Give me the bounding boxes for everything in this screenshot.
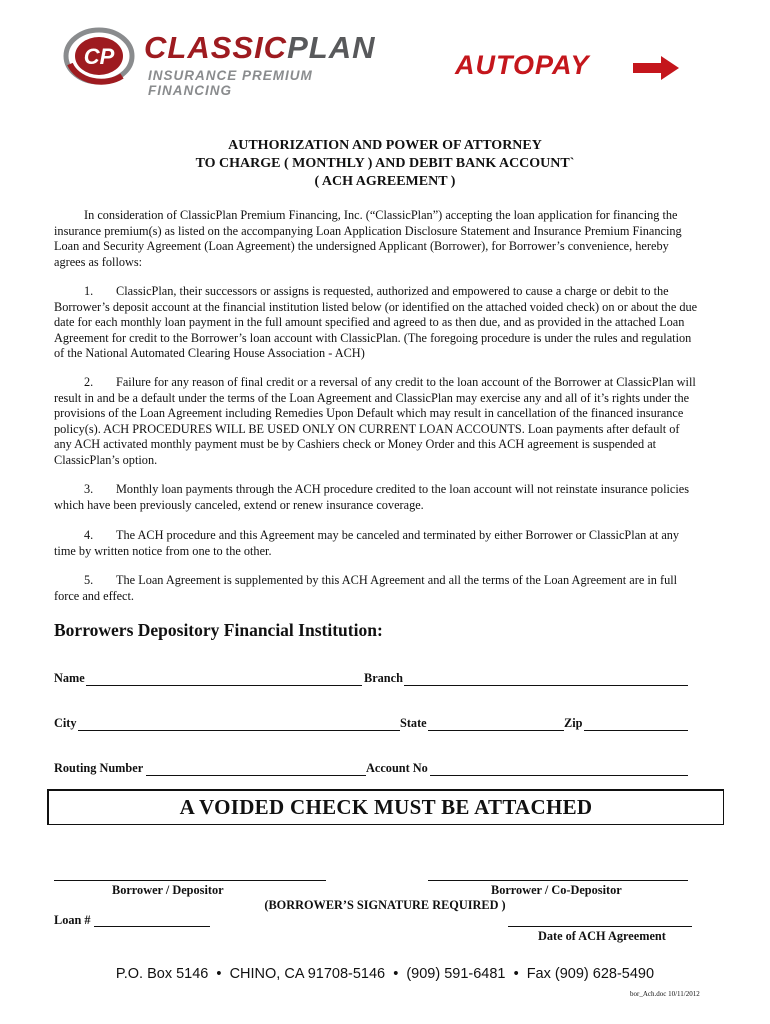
borrower-signature-line[interactable] bbox=[54, 880, 326, 881]
emblem-letters: CP bbox=[83, 44, 115, 69]
clause-2 bbox=[54, 375, 714, 468]
arrow-right-icon bbox=[633, 56, 679, 80]
name-label: Name bbox=[54, 671, 85, 685]
bullet-icon: • bbox=[513, 966, 519, 982]
intro-paragraph bbox=[54, 208, 714, 270]
title-line-1: AUTHORIZATION AND POWER OF ATTORNEY bbox=[228, 138, 542, 153]
brand-tagline: INSURANCE PREMIUM FINANCING bbox=[148, 68, 313, 98]
clause-line: The ACH procedure and this Agreement may be canceled and terminated by either Borrower or ClassicPlan at any bbox=[116, 528, 680, 542]
footer-phone: (909) 591-6481 bbox=[406, 966, 506, 982]
city-label: City bbox=[54, 716, 77, 730]
clause-line: The Loan Agreement is supplemented by this ACH Agreement and all the terms of the Loan Agreement are in full bbox=[116, 573, 678, 587]
intro-line: agrees as follows: bbox=[54, 254, 143, 269]
bank-section-heading: Borrowers Depository Financial Institution: bbox=[54, 620, 383, 640]
co-borrower-label: Borrower / Co-Depositor bbox=[491, 883, 622, 897]
routing-label: Routing Number bbox=[54, 761, 144, 775]
clause-4 bbox=[54, 528, 714, 559]
city-field[interactable] bbox=[78, 730, 400, 731]
clause-line: result in and be a default under the terms of the Loan Agreement and ClassicPlan may exercise any and all of it’s rights under the bbox=[54, 390, 690, 405]
autopay-label: AUTOPAY bbox=[455, 50, 590, 80]
loan-number-field[interactable] bbox=[94, 926, 210, 927]
classicplan-logo bbox=[60, 24, 380, 98]
clause-line: provisions of the Loan Agreement including Remedies Upon Default which may result in cancellation of the financed insurance bbox=[54, 406, 684, 420]
footer-po-box: P.O. Box 5146 bbox=[115, 966, 209, 982]
clause-number: 5. bbox=[84, 573, 94, 587]
footer-address bbox=[0, 966, 770, 982]
clause-line: Failure for any reason of final credit or a reversal of any credit to the loan account of the Borrower at ClassicPlan will bbox=[116, 375, 696, 389]
clause-5 bbox=[54, 573, 714, 604]
clause-line: Agreement for credit to the Borrower’s loan account with ClassicPlan. (The foregoing procedure is under the rules and regulation bbox=[54, 330, 692, 345]
footer-fax: Fax (909) 628-5490 bbox=[526, 966, 655, 982]
routing-account-row bbox=[54, 761, 694, 781]
cp-emblem-icon bbox=[60, 24, 138, 88]
clause-line: ClassicPlan’s option. bbox=[54, 452, 158, 467]
state-field[interactable] bbox=[428, 730, 564, 731]
clause-line: of the National Automated Clearing House Association - ACH) bbox=[54, 346, 365, 360]
autopay-logo bbox=[455, 50, 685, 90]
intro-line: In consideration of ClassicPlan Premium Financing, Inc. (“ClassicPlan”) accepting the loan application for financing the bbox=[84, 208, 678, 222]
clause-line: ClassicPlan, their successors or assigns is requested, authorized and empowered to cause a charge or debit to the bbox=[116, 284, 669, 298]
clause-line: date for each monthly loan payment in the full amount specified and agreed to as then due, and as provided in the attached Loan bbox=[54, 315, 685, 329]
state-label: State bbox=[400, 716, 427, 730]
clause-line: Monthly loan payments through the ACH procedure credited to the loan account will not reinstate insurance policies bbox=[116, 482, 690, 496]
brand-name bbox=[144, 30, 375, 66]
bullet-icon: • bbox=[216, 966, 222, 982]
date-signature-line[interactable] bbox=[508, 926, 692, 927]
zip-field[interactable] bbox=[584, 730, 688, 731]
intro-line: insurance premium(s) as listed on the accompanying Loan Application Disclosure Statement and Insurance Premium Financing bbox=[54, 223, 682, 238]
clause-number: 2. bbox=[84, 375, 94, 389]
zip-label: Zip bbox=[564, 716, 583, 730]
name-branch-row bbox=[54, 671, 694, 691]
clause-number: 1. bbox=[84, 284, 94, 298]
city-state-zip-row bbox=[54, 716, 694, 736]
brand-prefix: CLASSIC bbox=[144, 30, 288, 65]
clause-3 bbox=[54, 482, 714, 513]
intro-line: Loan and Security Agreement (Loan Agreement) the undersigned Applicant (Borrower), for Borrower’s convenience, hereby bbox=[54, 239, 669, 253]
account-label: Account No bbox=[366, 761, 428, 775]
clause-line: Borrower’s deposit account at the financial institution listed below (or identified on the attached voided check) on or about the due bbox=[54, 299, 698, 314]
name-field[interactable] bbox=[86, 685, 362, 686]
borrower-label: Borrower / Depositor bbox=[112, 883, 224, 897]
voided-check-notice: A VOIDED CHECK MUST BE ATTACHED bbox=[47, 789, 724, 825]
document-reference: bor_Ach.doc 10/11/2012 bbox=[630, 990, 700, 998]
clause-line: policy(s). ACH PROCEDURES WILL BE USED ONLY ON CURRENT LOAN ACCOUNTS. Loan payments after default of bbox=[54, 421, 680, 436]
account-field[interactable] bbox=[430, 775, 688, 776]
clause-line: any ACH activated monthly payment must be by Cashiers check or Money Order and this ACH agreement is suspended at bbox=[54, 437, 657, 451]
loan-label: Loan # bbox=[54, 913, 91, 927]
clause-number: 3. bbox=[84, 482, 94, 496]
branch-label: Branch bbox=[364, 671, 403, 685]
signature-required-note: (BORROWER’S SIGNATURE REQUIRED ) bbox=[264, 898, 506, 912]
clause-number: 4. bbox=[84, 528, 94, 542]
brand-suffix: PLAN bbox=[287, 30, 376, 65]
co-borrower-signature-line[interactable] bbox=[428, 880, 688, 881]
footer-city: CHINO, CA 91708-5146 bbox=[229, 966, 386, 982]
branch-field[interactable] bbox=[404, 685, 688, 686]
bullet-icon: • bbox=[393, 966, 399, 982]
clause-line: force and effect. bbox=[54, 588, 134, 603]
clause-line: which have been previously canceled, extend or renew insurance coverage. bbox=[54, 497, 424, 512]
clause-line: time by written notice from one to the other. bbox=[54, 543, 272, 558]
date-label: Date of ACH Agreement bbox=[538, 929, 666, 943]
title-line-2: TO CHARGE ( MONTHLY ) AND DEBIT BANK ACCOUNT` bbox=[195, 156, 575, 171]
clause-1 bbox=[54, 284, 714, 362]
routing-field[interactable] bbox=[146, 775, 366, 776]
title-line-3: ( ACH AGREEMENT ) bbox=[314, 174, 456, 189]
